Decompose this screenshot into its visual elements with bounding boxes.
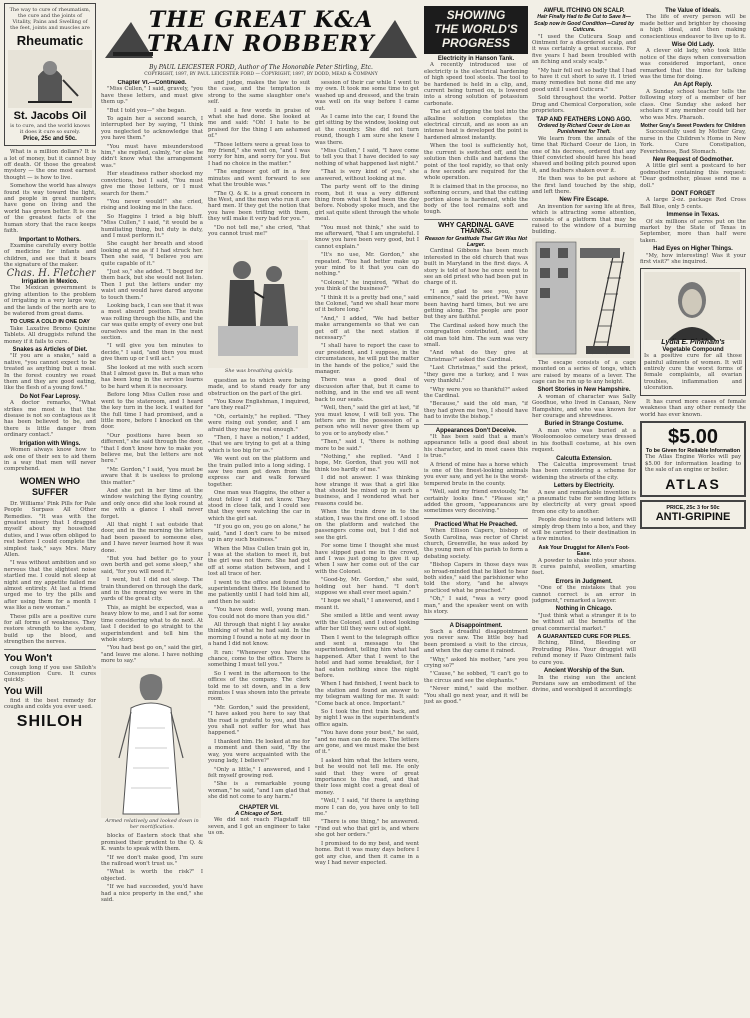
article-million: What is a million dollars? It is a lot of money, but it cannot buy off death. Of those the greatest mystery — the one most earnest thought — is how to live. <box>4 149 96 181</box>
fire-escape-illustration <box>532 238 634 358</box>
you-will-headline: You Will <box>4 685 43 697</box>
allens-foot-ease-headline: Ask Your Druggist for Allen's Foot-Ease. <box>538 544 630 558</box>
price-line: Price, 25c and 50c. <box>23 135 77 142</box>
worlds-progress-banner <box>424 6 528 54</box>
sun-worship-headline: Ancient Worship of the Sun. <box>543 668 625 675</box>
column-6: The Value of Ideals. The life of every person will be made better and brighter by choosing a high ideal, and then making conscientious endeavor to live up to it. Wise Old Lady. A clever old lady, who took little notice of the days when conversation was considered important, once remarked that the time for talking was the time for doing. An Apt Reply. A Sunday school teacher tells the following story of a member of her class. One Sunday she asked her scholars if any member could tell her who was Mrs. Pharaoh. Mother Gray's Sweet Powders for Children Successfully used by Mother Gray, nurse in the Children's Home in New York. Cure Constipation, Feverishness, Bad Stomach. New Request of Godmother. A little girl sent a postcard to her godmother containing this request: "Dear godmother, please send me a doll." DONT FORGET A large 2-oz. package Red Cross Ball Blue, only 5 cents. Immense in Texas. Of six millions of acres put on the market by the State of Texas in September, more than half were taken. Had Eyes on Higher Things. "My, how interesting! Was it your first visit?" she inquired. Lydia E. Pinkham's Vegetable Compound Is a positive cure for all those painful ailments of women. It will entirely cure the worst forms of female complaints, all ovarian troubles, inflammation and ulceration. It has cured more cases of female weakness than any other remedy the world has ever known. $5.00 To be Given for Reliable Information The Atlas Engine Works will pay $5.00 for information leading to the sale of an engine or boiler. ATLAS PRICE, 25c 3 for 50c ANTI-GRIPINE <box>640 0 746 1018</box>
cure-cold-headline: TO CURE A COLD IN ONE DAY <box>10 319 90 326</box>
caption-woman: Armed relatively and looked down in her mortification. <box>105 817 199 830</box>
anti-gripine-ad <box>640 500 746 529</box>
appearances-headline: Appearances Don't Deceive. <box>435 427 517 434</box>
tap-feathers-sub: Ordered by Richard Coeur de Lion as Punishment for Theft. <box>538 122 630 136</box>
old-woman-illustration <box>8 50 92 108</box>
calcutta-headline: Calcutta Extension. <box>556 455 612 462</box>
chapter-seven-sub: A Chicago of Sort. <box>235 810 283 817</box>
pinkham-ad: Lydia E. Pinkham's Vegetable Compound Is a positive cure for all those painful ailments of women. It will entirely cure the worst forms of female complaints, all ovarian troubles, inflammation and ulceration. <box>640 268 746 395</box>
awful-itching-headline: AWFUL ITCHING ON SCALP. <box>543 8 625 14</box>
column-4: SHOWING THE WORLD'S PROGRESS Electricity in Hanson Tank. A recently introduced use of electricity is the electrical hardening of high speed tool steels. The tool to be hardened is held in a clip, and, current being turned on, is lowered into a strong solution of potassium carbonate. The act of dipping the tool into the alkaline solution completes the electrical circuit, and as soon as an intense heat is developed the point is hardened almost instantly. When the tool is sufficiently hot, the current is switched off, and the solution then chills and hardens the point of the tool rapidly, so that only a few seconds are required for the whole operation. It is claimed that in the process, no softening occurs, and that the cutting portion alone is hardened, while the body of the tool remains soft and tough. WHY CARDINAL GAVE THANKS. Reason for Gratitude That Gift Was Not Larger. Cardinal Gibbons has been much interested in the old church that was built in Maryland in the first days. A story is told of how he once went to see an old priest who had been put in charge of it. "I am glad to see you, your eminence," said the priest. "We have been having hard times, but we are getting along. The people are poor but they are faithful." The Cardinal asked how much the congregation contributed, and the old man told him. The sum was very small. "And what do they give at Christmas?" asked the Cardinal. "Last Christmas," said the priest, "they gave me a turkey, and I was very thankful." "Why were you so thankful?" asked the Cardinal. "Because," said the old man, "if they had given me two, I should have had to invite the bishop." Appearances Don't Deceive. "It has been said that a man's appearance tells a good deal about his character, and in most cases this is true." A friend of mine has a horse which is one of the finest-looking animals you ever saw, and yet he is the worst-tempered brute in the county. "Well, said my friend enviously, "he certainly looks fine." "Please sir," added the groom, "appearances are sometimes very deceiving." Practiced What He Preached. When Ellison Capers, bishop of South Carolina, was rector of Christ church, Greenville, he was asked by the young men of his parish to form a debating society. "Bishop Capers in those days was so broad-minded that he liked to hear both sides," said the parishioner who told the story, "and he always practiced what he preached." "Oh," I said, "was a very good man," and the speaker went on with his story. A Disappointment. Such a dreadful disappointment you never saw. The little boy had been promised a visit to the circus, and when the day came it rained. "Why," asked his mother, "are you crying so?" "'Cause," he sobbed, "I can't go to the circus and see the elephants." "Never mind," said the mother. "You shall go next year, and it will be just as good." <box>424 8 528 705</box>
five-dollar-sub: To be Given for Reliable Information <box>645 447 741 454</box>
pinkham-sub: Vegetable Compound <box>662 346 724 353</box>
you-wont-headline: You Won't <box>4 652 53 664</box>
story-title-line2: TRAIN ROBBERY <box>147 31 375 57</box>
story-copyright: COPYRIGHT, 1897, BY PAUL LEICESTER FORD — COPYRIGHT, 1897, BY DODD, MEAD & COMPANY <box>144 72 378 77</box>
awful-itching-sub: Hair Finally Had to Be Cut to Save It—Scalp now in Good Condition—Cured by Cuticura. <box>534 14 634 34</box>
practiced-headline: Practiced What He Preached. <box>434 521 518 528</box>
leprosy-headline: Do Not Fear Leprosy. <box>19 393 81 400</box>
banner-line2: THE WORLD'S <box>434 22 518 36</box>
women-who-suffer-headline: WOMEN WHO SUFFER <box>20 475 80 497</box>
cardinal-subheadline: Reason for Gratitude That Gift Was Not Larger. <box>424 235 528 248</box>
letters-electricity-headline: Letters by Electricity. <box>553 483 615 490</box>
mexico-headline: Irrigation in Mexico. <box>21 278 79 285</box>
rheumatism-ad <box>4 3 96 146</box>
story-title-line1: THE GREAT K&A <box>148 7 374 33</box>
anti-gripine-title: ANTI-GRIPINE <box>655 510 731 523</box>
cardinal-headline: WHY CARDINAL GAVE THANKS. <box>438 221 514 236</box>
pinkham-name: Lydia E. Pinkham's <box>661 339 725 347</box>
eyes-headline: Had Eyes on Higher Things. <box>653 246 733 253</box>
story-column-c: session of their car while I went to my own. It took me some time to get washed up and dressed, and the train was well on its way before I came out. As I came into the car, I found the girl sitting by the window, looking out at the country. She did not turn round, though I am sure she knew I was there. "Miss Cullen," I said, "I have come to tell you that I have decided to say nothing of what happened last night." "That is very kind of you," she answered, without looking at me. The party went off to the dining room, but it was a very different thing from what it had been the day before. Nobody spoke much, and the girl sat quite silent through the whole meal. "You must not think," she said to me afterward, "that I am ungrateful. I know you have been very good, but I cannot explain." "It's no use, Mr. Gordon," she repeated. "You had better make up your mind to it that you can do nothing." "Colonel," he inquired, "What do you think of the business?" "I think it is a pretty bad one," said the Colonel, "and we shall hear more of it before long." "And," I added, "We had better make arrangements so that we can get off at the next station if necessary." "I shall have to report the case to our president, and I suppose, in the circumstances, he will put the matter in the hands of the police," said the manager. There was a good deal of discussion after that, but it came to nothing, and in the end we all went back to our seats. "Well, then," said the girl at last, "if you must know, I will tell you. The letters are in the possession of a person who will never give them up to you or to anybody else." "Then," said I, "there is nothing more to be said." "Nothing," she replied. "And I hope, Mr. Gordon, that you will not think too hardly of me." I did not answer. I was thinking how strange it was that a girl like that should be mixed up in such a business, and I wondered what her reasons could be. When the train drew in to the station, I was the first one off. I stood on the platform and watched the passengers come out, but I did not see the girl. For some time I thought she must have slipped past me in the crowd, and I was just going to give it up when I saw her come out of the car with the Colonel. "Good-by, Mr. Gordon," she said, holding out her hand. "I don't suppose we shall ever meet again." "I hope we shall," I answered, and I meant it. She smiled a little and went away with the Colonel, and I stood looking after her till they were out of sight. Then I went to the telegraph office and sent a message to the superintendent, telling him what had happened. After that I went to the hotel and had some breakfast, for I had eaten nothing since the night before. When I had finished, I went back to the station and found an answer to my telegram waiting for me. It said: "Come back at once. Important." So I took the first train back, and by night I was in the superintendent's office again. "You have done your best," he said, "and no man can do more. The letters are gone, and we must make the best of it." I asked him what the letters were, but he would not tell me. He only said that they were of great importance to the road, and that their loss might cost a great deal of money. "Well," I said, "if there is anything more I can do, you have only to tell me." "There is one thing," he answered. "Find out who that girl is, and where she got her orders." I promised to do my best, and went home. But it was many days before I got any clue, and then it came in a way I had never expected. <box>315 80 419 866</box>
important-headline: Important to Mothers. <box>19 236 81 243</box>
ideals-headline: The Value of Ideals. <box>665 8 721 14</box>
caption-platform: She was breathing quickly. <box>224 368 294 375</box>
column-5: AWFUL ITCHING ON SCALP. Hair Finally Had to Be Cut to Save It—Scalp now in Good Condition—Cured by Cuticura. "I used the Cuticura Soap and Ointment for a disordered scalp, and it was certainly a great success. For five years I had been troubled with an itching and scaly scalp." "My hair fell out so badly that I had to have it cut short to save it. I tried many remedies but none did me any good until I used Cuticura." Sold throughout the world. Potter Drug and Chemical Corporation, sole proprietors. TAP AND FEATHERS LONG AGO. Ordered by Richard Coeur de Lion as Punishment for Theft. We learn from the annals of the time that Richard Coeur de Lion, in one of his decrees, ordered that any thief convicted should have his head shaved and boiling pitch poured upon it, and feathers shaken over it. He then was to be put ashore at the first land touched by the ship, and left there. New Fire Escape. An invention for saving life at fires, which is attracting some attention, consists of a platform that may be raised to the window of a burning building. The escape consists of a cage mounted on a series of tongs, which are raised by means of a lever. The cage can be run up to any height. Short Stories in New Hampshire. A woman of character was Sally Goodhue, who lived in Canaan, New Hampshire, and who was known for her courage and shrewdness. Buried in Strange Costume. A man who was buried at a Wooloomooloo cemetery was dressed in his football costume, at his own request. Calcutta Extension. The Calcutta improvement trust has been considering a scheme for widening the streets of the city. Letters by Electricity. A new and remarkable invention is a pneumatic tube for sending letters by electricity at very great speed from one city to another. People desiring to send letters will simply drop them into a box, and they will be carried to their destination in a few minutes. Ask Your Druggist for Allen's Foot-Ease. A powder to shake into your shoes. It cures painful, swollen, smarting feet. Errors in Judgment. "One of the mistakes that you cannot correct is an error in judgment," remarked a lawyer. Nothing in Chicago. "Just think what a stranger it is to be without all the benefits of the great commercial market." A GUARANTEED CURE FOR PILES. Itching, Blind, Bleeding or Protruding Piles. Your druggist will refund money if Pazo Ointment fails to cure you. Ancient Worship of the Sun. In the rising sun the ancient Persians saw an embodiment of the divine, and worshiped it accordingly. <box>532 8 636 694</box>
disappointment-headline: A Disappointment. <box>449 622 503 629</box>
errors-headline: Errors in Judgment. <box>555 578 613 585</box>
apt-reply-headline: An Apt Reply. <box>673 82 713 89</box>
banner-line1: SHOWING <box>446 8 506 22</box>
five-dollar-amount: $5.00 <box>667 425 719 448</box>
godmother-headline: New Request of Godmother. <box>652 156 734 163</box>
irrigation-wings-headline: Irrigation with Wings. <box>19 440 81 447</box>
hampshire-headline: Short Stories in New Hampshire. <box>537 387 631 394</box>
electricity-headline: Electricity in Hanson Tank. <box>437 56 515 62</box>
five-dollar-ad: $5.00 To be Given for Reliable Information The Atlas Engine Works will pay $5.00 for information leading to the sale of an engine or boiler. ATLAS <box>640 421 746 497</box>
story-byline: By PAUL LEICESTER FORD, Author of The Honorable Peter Stirling, Etc. <box>149 64 373 71</box>
product-subtitle: is to cure, and the world knows it does it cure so surely. <box>10 123 90 136</box>
wise-lady-headline: Wise Old Lady. <box>671 42 715 49</box>
top-ad-text: The way to cure of rheumatism, the cure and the joints of Vitality, Pains and Swelling of the feet, joints and muscles are <box>9 7 91 31</box>
snakes-headline: Snakes as Articles of Diet. <box>12 347 88 353</box>
shiloh-headline: SHILOH <box>16 712 84 730</box>
story-column-a: Chapter VI.—Continued. "Miss Cullen," I said, gravely, "you have these letters, and must give them up." "But I told you—" she began. To again her a second search, I interrupted her by saying, "I think you neglected to acknowledge that you have them." "You must have misunderstood him," she replied, calmly, "or else he didn't know what the arrangement was." Her steadiness rather shocked my convictions, but I said, "You must give me those letters, or I must search for them." "You never would!" she cried, rising and looking me in the face. So Haggins I tried a big bluff. "Miss Cullen," I said, "it would be a humiliating thing, but duty is duty, and I must perform it." She caught her breath and stood looking at me as if I had struck her. Then she said, "I believe you are quite capable of it." "Just so," she added. "I begged for them back, but she would not listen. Then I put the letters under my waist and would have dared anyone to touch them." Looking back, I can see that it was a most absurd position. The train was rolling through the hills, and the car was quite empty of every one but ourselves and the man in the next section. "I will give you ten minutes to decide," I said, "and then you must give them up or I will act." She looked at me with such scorn that I almost gave in. But a man who has been long in the service learns to be hard when it is necessary. Before long Miss Cullen rose and went to the stateroom, and I heard the key turn in the lock. I waited for the full time I had promised, and a little more, before I knocked on the door. "Our positions have been so different," she said through the door, "that I don't know how to make you believe me, but the letters are not here." "Mr. Gordon," I said, "you must be aware that it is useless to prolong this matter." And she put in her time at the window watching the flying country, and only once did she look round at me with a glance I shall never forget. All that night I sat outside that door, and in the morning the letters had been passed to someone else, and I have never learned how it was done. "But you had better go to your own berth and get some sleep," she said, "for you will need it." I went, but I did not sleep. The train thundered on through the dark, and in the morning we were in the yards of the great city. This, as might be expected, was a heavy blow to me, and I sat for some time considering what to do next. At last I decided to go straight to the superintendent and tell him the whole story. "You had best go on," said the girl, "and leave me alone. I have nothing more to say." Armed relatively and looked down in her mortification. blocks of Eastern stock that she promised their prudent to the Q. & K. wants to speak with them. "If we don't make good, I'm sure the railroad won't trust us." "What is worth the risk?" I objected. "If we had succeeded, you'd have had a nice property in the end," she said. <box>101 80 203 903</box>
signature: Chas. H. Fletcher <box>6 267 96 279</box>
mother-gray-headline: Mother Gray's Sweet Powders for Children <box>640 122 746 129</box>
banner-line3: PROGRESS <box>441 36 510 50</box>
column-1: The way to cure of rheumatism, the cure and the joints of Vitality, Pains and Swelling of the feet, joints and muscles are Rheumatic St. Jacobs Oil is to cure, and the world knows it does it cure so surely. Price, 25c and 50c. What is a million dollars? It is a lot of money, but it cannot buy off death. Of those the greatest mystery — the one most earnest thought — is how to live. Somehow the world has always found its way toward the light, and people in great numbers have gone on living and the world has grown better. It is one of the greatest facts of the human story that the race keeps faith. Important to Mothers. Examine carefully every bottle of medicine for infants and children, and see that it bears the signature of the maker. Chas. H. Fletcher Irrigation in Mexico. The Mexican government is giving attention to the problem of irrigating in a very large way, and the lands of the north are to be watered from great dams. TO CURE A COLD IN ONE DAY Take Laxative Bromo Quinine Tablets. All druggists refund the money if it fails to cure. Snakes as Articles of Diet. "If you are a snake," said a native, "you cannot expect to be treated as anything but a meal. In the forest country we roast them and they are good eating, like the flesh of a young fowl." Do Not Fear Leprosy. A doctor remarks, "What strikes me most is that the disease is not so contagious as it has been believed to be, and there is little danger from ordinary contact." Irrigation with Wings. Women always know how to ask one of their sex to aid them in a way that men will never comprehend. WOMEN WHO SUFFER Dr. Williams' Pink Pills for Pale People Surpass All Other Remedies. "It was with the greatest misery that I dragged myself about my household duties, and I was often obliged to rest before I could complete the simplest task," says Mrs. Mary Allen. "I was without ambition and so nervous that the slightest noise startled me. I could not sleep at night and my appetite failed me almost entirely. At last a friend urged me to try the pills and after using them for a month I was like a new woman." These pills are a positive cure for all forms of weakness. They restore strength to the system, build up the blood, and strengthen the nerves. You Won't cough long if you use Shiloh's Consumption Cure. It cures quickly. You Will find it the best remedy for coughs and colds you ever used. SHILOH <box>4 0 96 1018</box>
texas-headline: Immense in Texas. <box>666 212 720 219</box>
story-header <box>101 8 421 62</box>
st-jacobs-oil-title: St. Jacobs Oil <box>13 110 87 122</box>
men-on-platform-illustration <box>208 240 308 368</box>
tap-feathers-headline: TAP AND FEATHERS LONG AGO. <box>536 116 632 123</box>
bridge-headline: Buried in Strange Costume. <box>544 421 624 428</box>
pinkham-portrait <box>644 272 740 340</box>
rheumatic-headline: Rheumatic <box>16 33 84 48</box>
dont-forget-headline: DONT FORGET <box>671 190 715 197</box>
atlas-logo: ATLAS <box>665 475 721 492</box>
chapter-heading: Chapter VI.—Continued. <box>117 80 187 86</box>
chicago-headline: Nothing in Chicago. <box>555 606 613 613</box>
fire-escape-headline: New Fire Escape. <box>559 197 609 204</box>
woman-portrait-illustration <box>101 668 201 818</box>
anti-gripine-price: PRICE, 25c 3 for 50c <box>666 504 720 511</box>
story-column-b: and judge, makes the law to suit the case, and the temptation is strong to the same slaughter one's self. I said a few words in praise of what she had done. She looked at me and said: "Oh! I hate to be praised for the thing I am ashamed of." "Those letters were a great loss to my friend," she went on, "and I was sorry for him, and sorry for you. But I had no choice in the matter." "The engineer got off in a few minutes and went forward to see what the trouble was." "The Q. & K. is a great concern in the West, and the men who run it are hard men. If they get the notion that you have been trifling with them, they will make it very bad for you." "Do not tell me," she cried, "that you cannot trust me!" She was breathing quickly. question as to which were being made, and to stand ready for any obstruction on the part of the girl. "You Know Englishman, I inquired, "are they real?" "Oh, certainly," he replied. "They were rising out yonder, and I am afraid they may be real enough." "Then, I have a notion," I added, "that we are trying to get at a thing which is too big for us." We went out on the platform and the train pulled into a long siding. I saw two men get down from the express car and walk forward together. One man was Haggins, the other a stout fellow I did not know. They stood in close talk, and I could see that they were watching the car in which the girl sat. "If you go on, you go on alone," he said, "and I don't care to be mixed up in any such business." When the Miss Cullen train got in, I was at the station to meet it, but the girl was not there. She had got off at some station between, and I lost all trace of her. I went to the office and found the superintendent there. He listened to me patiently until I had told him all, and then he said: "You have done well, young man. You could not do more than you did." All through that night I lay awake thinking of what he had said. In the morning I found a note at my door in a hand I did not know. It ran: "Whenever you have the chance, come to the office. There is something I must tell you." So I went in the afternoon to the offices of the company. The clerk told me to sit down, and in a few minutes I was shown into the private room. "Mr. Gordon," said the president, "I have asked you here to say that the road is grateful to you, and that you shall not suffer for what has happened." I thanked him. He looked at me for a moment and then said, "By the way, you were acquainted with the young lady, I believe?" "Only a little," I answered, and I felt myself growing red. "She is a remarkable young woman," he said, "and I am glad that she did not come to any harm." CHAPTER VII. A Chicago of Sort. We did not reach Flagstaff till seven, and I got an engineer to take us on. <box>208 80 310 837</box>
piles-cure-headline: A GUARANTEED CURE FOR PILES. <box>537 634 631 641</box>
chapter-seven-heading: CHAPTER VII. <box>239 804 279 811</box>
